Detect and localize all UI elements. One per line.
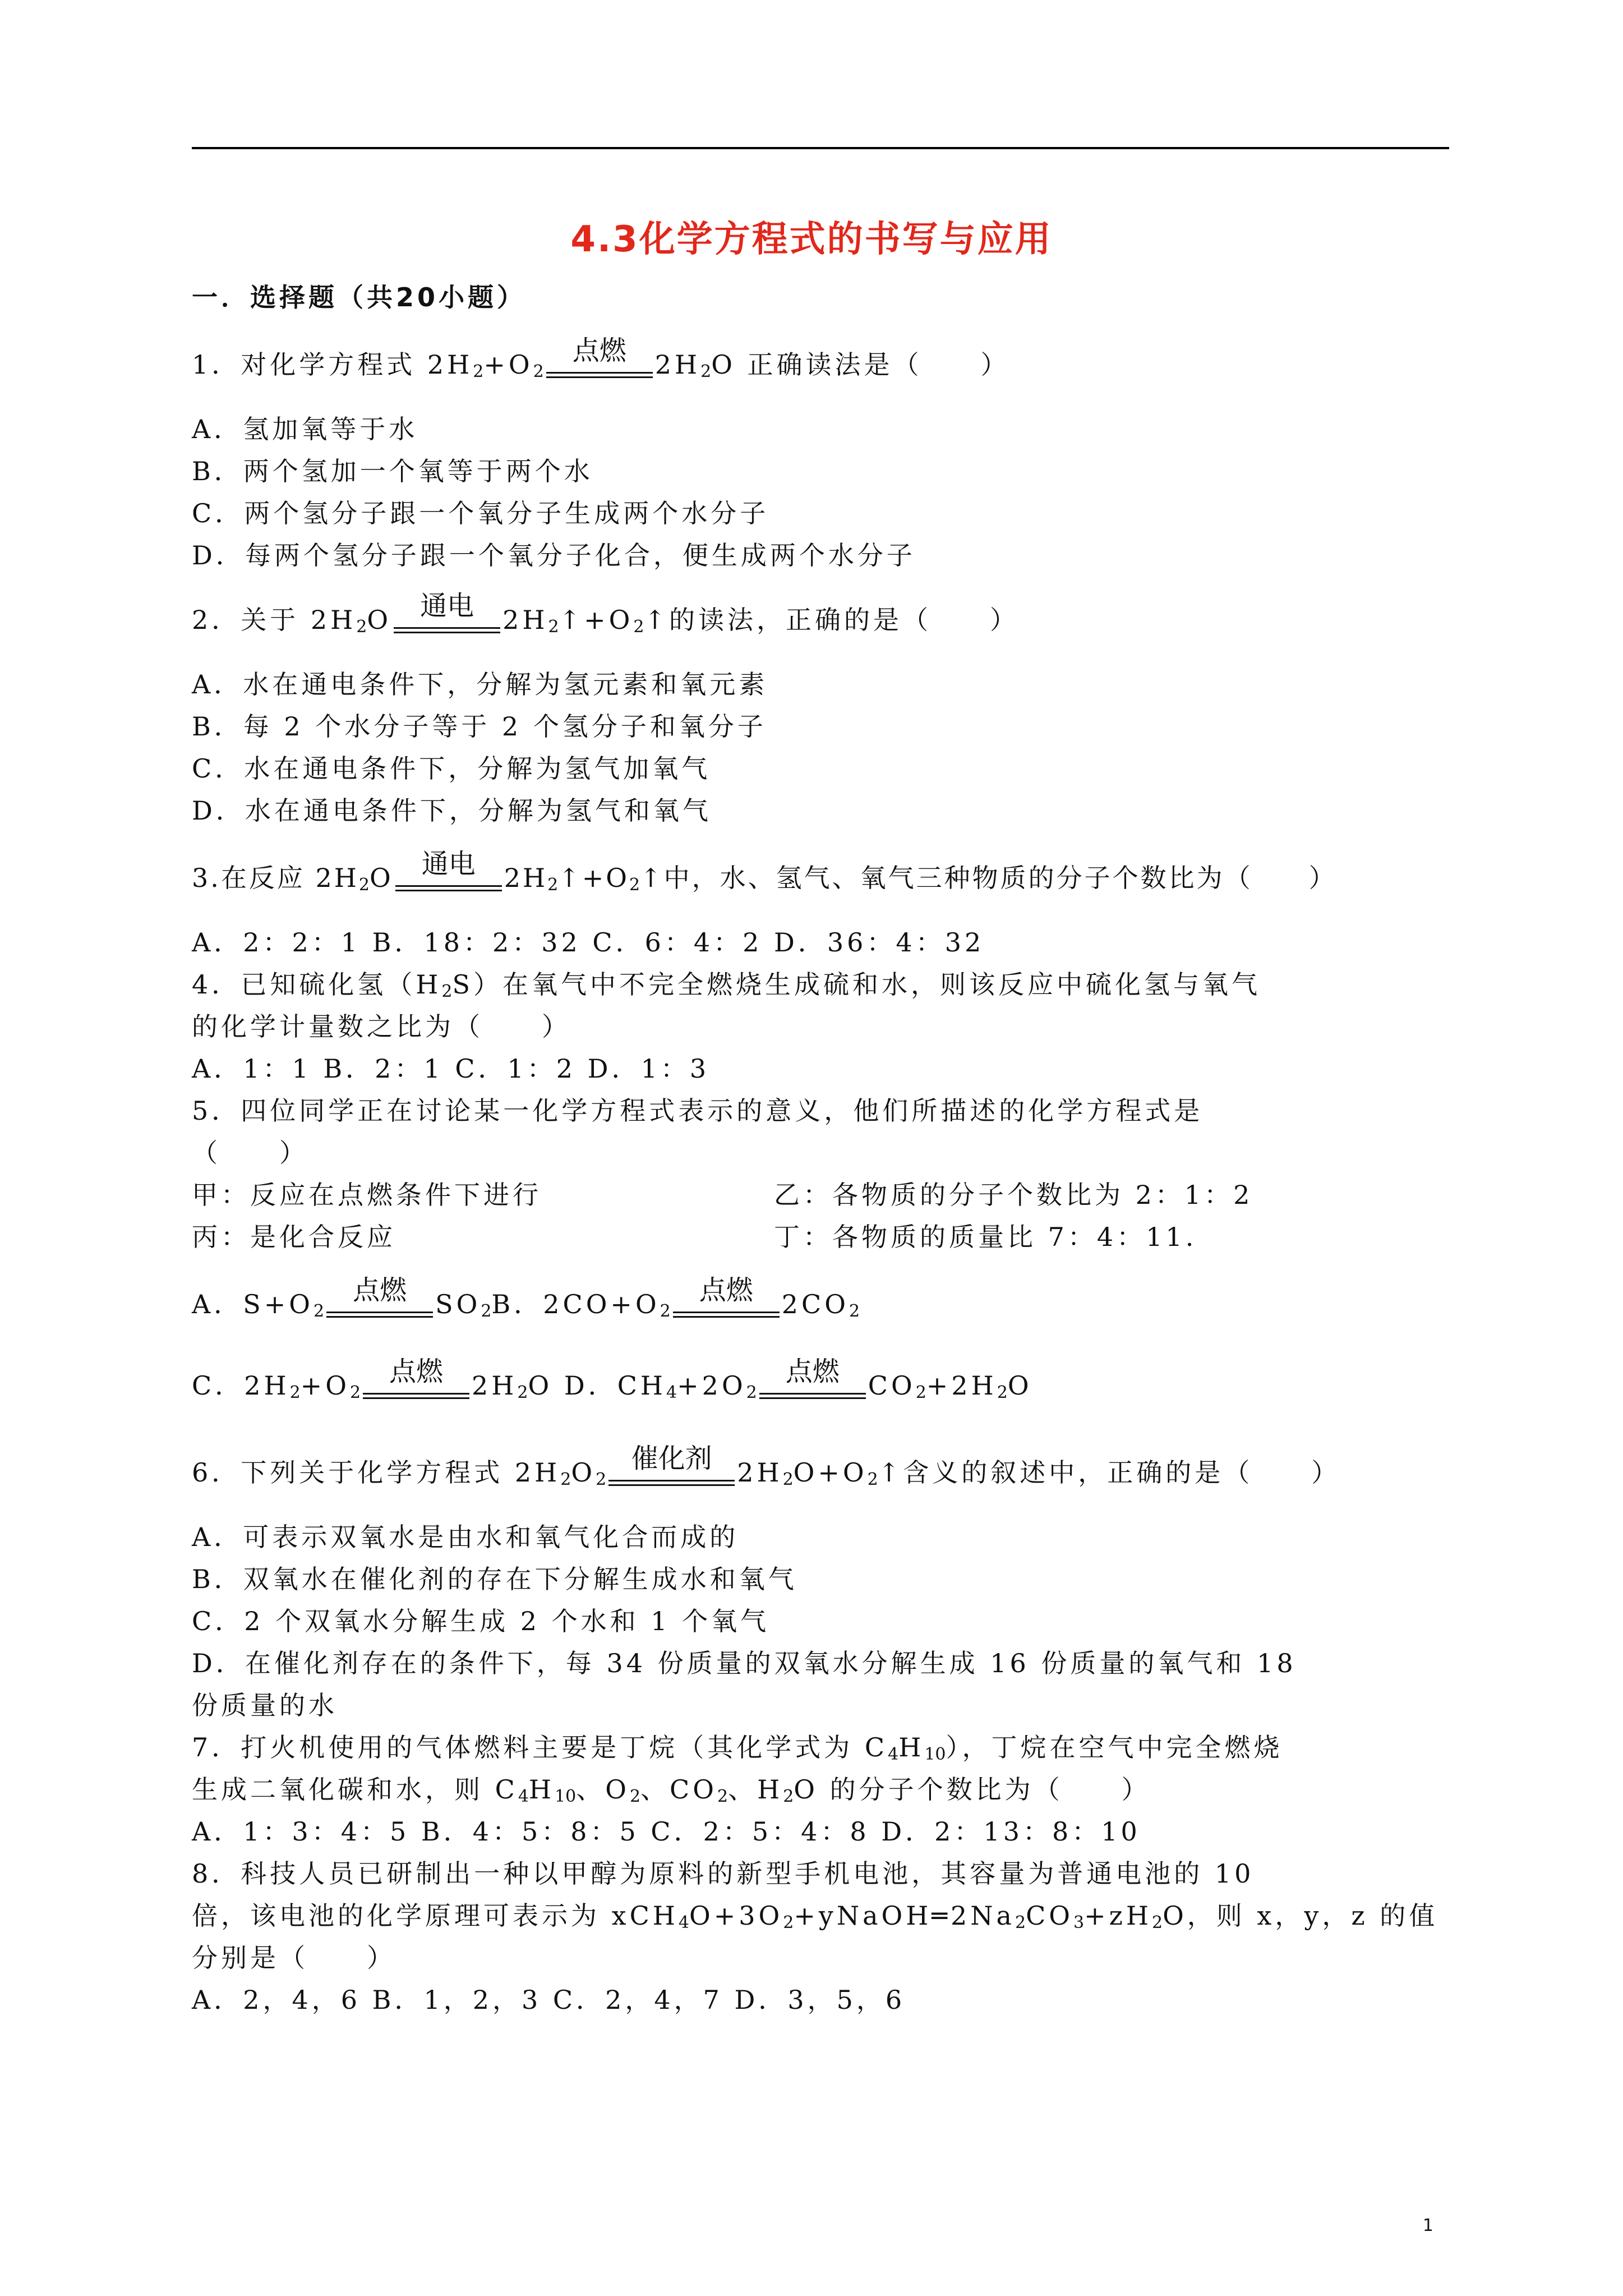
question-4-stem-line1: 4．已知硫化氢$(H_2S)$在氧气中不完全燃烧生成硫和水，则该反应中硫化氢与氧气 — [192, 969, 1261, 1001]
section-heading: 一．选择题（共20小题） — [192, 282, 527, 312]
q6-option-d-cont: 份质量的水 — [192, 1690, 338, 1720]
header-rule — [192, 147, 1449, 149]
q5-options-cd: C．$2H_2+O_2$ 点燃 $2H_2O$ D．$CH_4+2O_2$ 点燃 $CO_2+2H_2O$ — [192, 1356, 1032, 1402]
q8-options: A．2，4，6 B．1，2，3 C．2，4，7 D．3，5，6 — [192, 1985, 906, 2015]
q1-option-b: B．两个氢加一个氧等于两个水 — [192, 456, 593, 486]
question-6-stem: 6．下列关于化学方程式 $2H_2O_2$ 催化剂 $2H_2O+O_2↑$含义的叙述中，正确的是（ ） — [192, 1443, 1341, 1489]
q2-option-b: B．每 2 个水分子等于 2 个氢分子和氧分子 — [192, 711, 767, 742]
question-3-stem: 3.在反应 $2H_2O$ 通电 $2H_2↑+O_2↑$中，水、氢气、氧气三种物质的分子个数比为（ ） — [192, 848, 1337, 895]
q6-option-a: A．可表示双氧水是由水和氧气化合而成的 — [192, 1522, 739, 1552]
question-7-stem-line2: 生成二氧化碳和水，则 $C_4H_{10}$、$O_2$、$CO_2$、$H_2O$ 的分子个数比为（ ） — [192, 1774, 1151, 1806]
q7-options: A．1：3：4：5 B．4：5：8：5 C．2：5：4：8 D．2：13：8：10 — [192, 1816, 1141, 1847]
q4-options: A．1：1 B．2：1 C．1：2 D．1：3 — [192, 1053, 710, 1084]
q5-statement-bing: 丙：是化合反应 — [192, 1222, 396, 1252]
q3-options: A．2：2：1 B．18：2：32 C．6：4：2 D．36：4：32 — [192, 927, 985, 958]
q1-option-d: D．每两个氢分子跟一个氧分子化合，便生成两个水分子 — [192, 540, 916, 570]
page-number: 1 — [1422, 2216, 1433, 2235]
question-8-stem-line3: 分别是（ ） — [192, 1943, 396, 1973]
q1-option-c: C．两个氢分子跟一个氧分子生成两个水分子 — [192, 498, 769, 528]
question-8-stem-line1: 8．科技人员已研制出一种以甲醇为原料的新型手机电池，其容量为普通电池的 10 — [192, 1858, 1255, 1889]
question-1-stem: 1．对化学方程式 $2H_2+O_2$ 点燃 $2H_2O$ 正确读法是（ ） — [192, 335, 1010, 381]
question-4-stem-line2: 的化学计量数之比为（ ） — [192, 1011, 571, 1042]
q6-option-b: B．双氧水在催化剂的存在下分解生成水和氧气 — [192, 1564, 797, 1594]
q2-option-c: C．水在通电条件下，分解为氢气加氧气 — [192, 753, 711, 784]
question-5-stem-line1: 5．四位同学正在讨论某一化学方程式表示的意义，他们所描述的化学方程式是 — [192, 1096, 1204, 1126]
q2-option-d: D．水在通电条件下，分解为氢气和氧气 — [192, 795, 712, 826]
question-5-stem-line2: （ ） — [192, 1138, 308, 1168]
q5-statement-yi: 乙：各物质的分子个数比为 2：1：2 — [774, 1180, 1253, 1210]
question-8-stem-line2: 倍，该电池的化学原理可表示为 $xCH_4O+3O_2+yNaOH═2Na_2CO_3+zH_2O$，则 x，y，z 的值 — [192, 1901, 1438, 1932]
q5-statement-ding: 丁：各物质的质量比 7：4：11. — [774, 1222, 1197, 1252]
question-2-stem: 2．关于 $2H_2O$ 通电 $2H_2↑+O_2↑$的读法，正确的是（ ） — [192, 590, 1020, 637]
q1-option-a: A．氢加氧等于水 — [192, 414, 418, 444]
q5-options-ab: A．$S+O_2$ 点燃 $SO_2B$．$2CO+O_2$ 点燃 $2CO_2$ — [192, 1274, 860, 1321]
q6-option-c: C．2 个双氧水分解生成 2 个水和 1 个氧气 — [192, 1606, 770, 1636]
page-title: 4.3化学方程式的书写与应用 — [570, 219, 1053, 260]
question-7-stem-line1: 7．打火机使用的气体燃料主要是丁烷（其化学式为 $C_4H_{10}$），丁烷在空气中完全燃烧 — [192, 1732, 1283, 1764]
q6-option-d: D．在催化剂存在的条件下，每 34 份质量的双氧水分解生成 16 份质量的氧气和 18 — [192, 1648, 1297, 1678]
q5-statement-jia: 甲：反应在点燃条件下进行 — [192, 1180, 542, 1210]
q2-option-a: A．水在通电条件下，分解为氢元素和氧元素 — [192, 669, 768, 700]
